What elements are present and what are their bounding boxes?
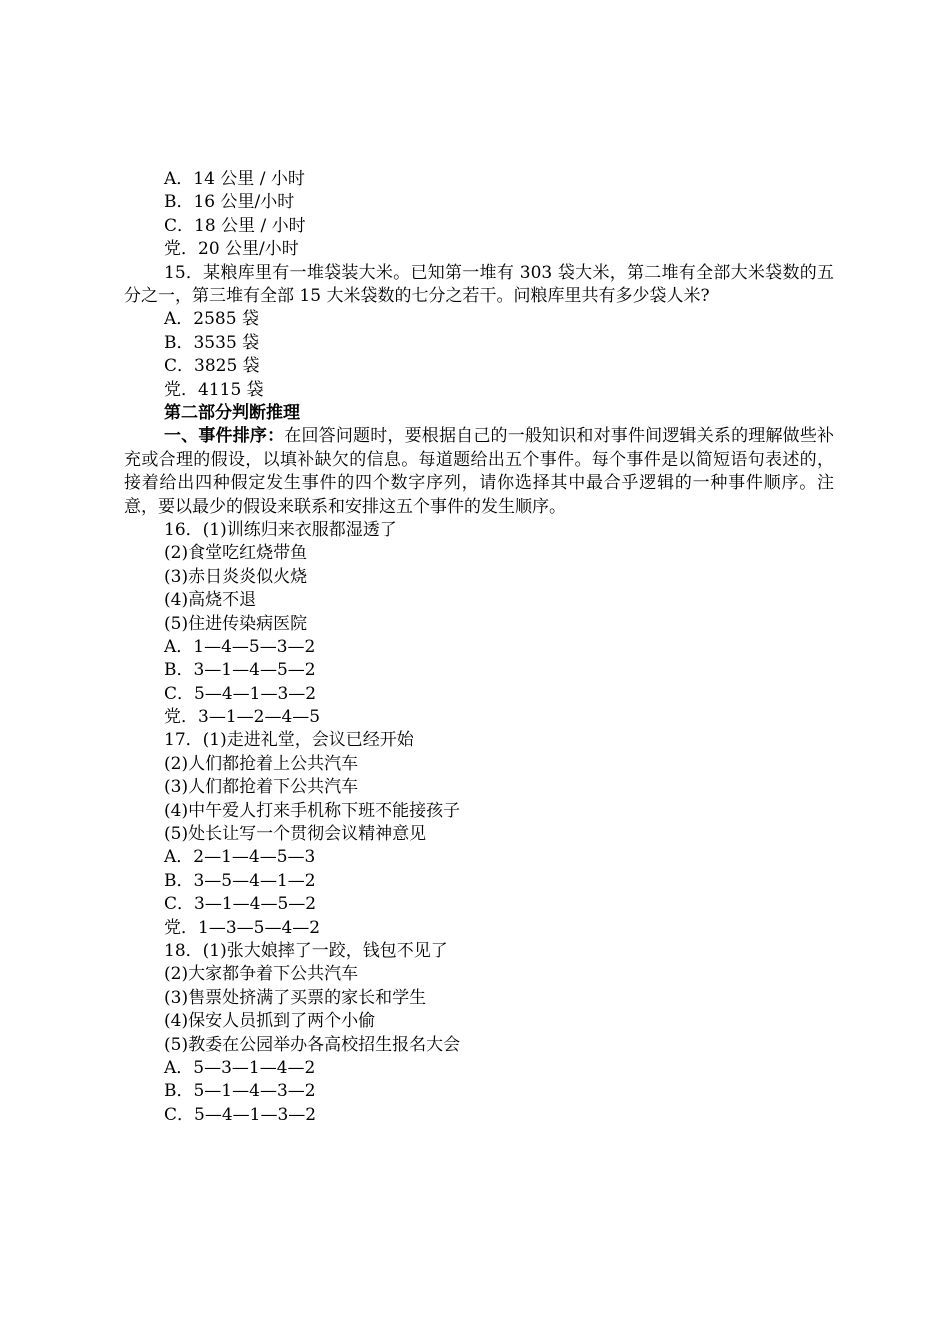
- section-title: 第二部分判断推理: [164, 402, 300, 423]
- q16-option: C．5—4—1—3—2: [164, 683, 317, 704]
- option-d: 党．4115 袋: [164, 379, 264, 400]
- section-intro-text: 在回答问题时，要根据自己的一般知识和对事件间逻辑关系的理解做些补充或合理的假设，以填补缺欠的信息。每道题给出五个事件。每个事件是以简短语句表述的，接着给出四种假定发生事件的四个数字序列，请你选择其中最合乎逻辑的一种事件顺序。注意，要以最少的假设来联系和安排这五个事件的发生顺序。: [124, 426, 835, 517]
- q17-line: (5)处长让写一个贯彻会议精神意见: [164, 824, 427, 845]
- q15-options: [164, 308, 834, 402]
- q16-line: (3)赤日炎炎似火烧: [164, 566, 308, 587]
- question-17: [164, 729, 834, 940]
- q17-line: (2)人们都抢着上公共汽车: [164, 753, 359, 774]
- q18-line: (3)售票处挤满了买票的家长和学生: [164, 987, 427, 1008]
- q18-line: 18．(1)张大娘摔了一跤，钱包不见了: [164, 940, 448, 961]
- q18-line: (4)保安人员抓到了两个小偷: [164, 1011, 376, 1032]
- q17-line: 17．(1)走进礼堂，会议已经开始: [164, 730, 414, 751]
- option-d: 党．20 公里/小时: [164, 239, 299, 260]
- option-a: A．14 公里 / 小时: [164, 169, 305, 189]
- q17-option: B．3—5—4—1—2: [164, 870, 316, 891]
- q16-line: (2)食堂吃红烧带鱼: [164, 543, 308, 564]
- q17-option: A．2—1—4—5—3: [164, 847, 316, 868]
- q17-line: (3)人们都抢着下公共汽车: [164, 777, 359, 798]
- q17-option: C．3—1—4—5—2: [164, 894, 317, 915]
- q16-line: (5)住进传染病医院: [164, 613, 308, 634]
- section-intro: [124, 425, 834, 519]
- option-a: A．2585 袋: [164, 309, 259, 330]
- section-heading: 一、事件排序：: [164, 426, 285, 447]
- option-b: B．16 公里/小时: [164, 192, 295, 213]
- q17-line: (4)中午爱人打来手机称下班不能接孩子: [164, 800, 461, 821]
- q16-line: 16．(1)训练归来衣服都湿透了: [164, 519, 397, 540]
- q16-option: B．3—1—4—5—2: [164, 660, 316, 681]
- question-16: [164, 519, 834, 730]
- question-15-text: 15．某粮库里有一堆袋装大米。已知第一堆有 303 袋大米，第二堆有全部大米袋数的五分之一，第三堆有全部 15 大米袋数的七分之若干。问粮库里共有多少袋人米?: [124, 262, 834, 306]
- option-c: C．18 公里 / 小时: [164, 215, 306, 236]
- q18-option: A．5—3—1—4—2: [164, 1057, 316, 1078]
- question-18: [164, 940, 834, 1127]
- document-page: [124, 168, 835, 1127]
- q18-option: B．5—1—4—3—2: [164, 1081, 316, 1102]
- option-b: B．3535 袋: [164, 332, 260, 353]
- q18-option: C．5—4—1—3—2: [164, 1104, 317, 1125]
- q18-line: (2)大家都争着下公共汽车: [164, 964, 359, 985]
- q16-option: A．1—4—5—3—2: [164, 636, 316, 657]
- option-c: C．3825 袋: [164, 356, 260, 377]
- q16-line: (4)高烧不退: [164, 590, 257, 611]
- q18-line: (5)教委在公园举办各高校招生报名大会: [164, 1034, 461, 1055]
- q16-option: 党．3—1—2—4—5: [164, 707, 321, 728]
- q17-option: 党．1—3—5—4—2: [164, 917, 321, 938]
- q14-options: [164, 168, 834, 262]
